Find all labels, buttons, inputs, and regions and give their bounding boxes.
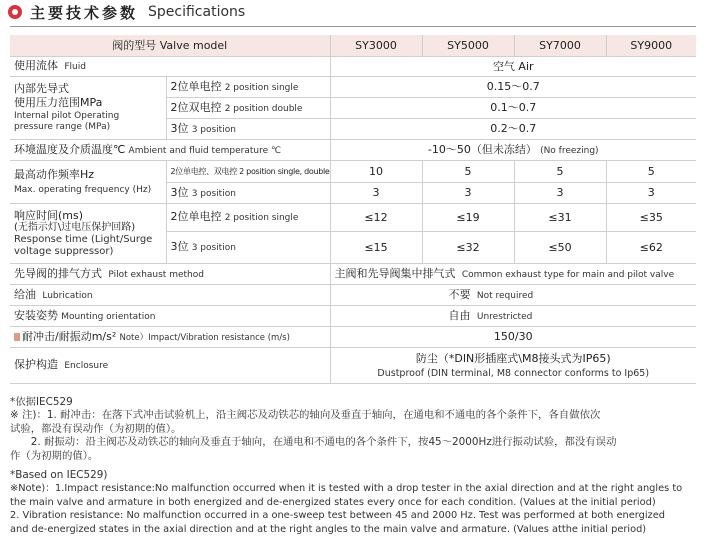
note-line: the main valve and armature in both energized and de-energized states every once for each condition. (Values at the initial period) [10,496,656,508]
lubrication-value-cn: 不要 [448,287,471,301]
response-value: ≤19 [422,204,514,232]
frequency-value: 5 [422,161,514,183]
bullet-icon [8,5,22,19]
note-line: *依据IEC529 [10,396,73,408]
valve-model-label: 阀的型号 Valve model [10,35,330,57]
frequency-label-cn: 最高动作频率Hz [14,168,95,181]
temperature-label-cn: 环境温度及介质温度℃ [14,142,126,156]
mounting-row [10,306,696,327]
impact-label-cn: 耐冲击/耐振动m/s² [22,329,117,343]
mounting-label-en: Mounting orientation [61,311,156,322]
lubrication-label-cn: 给油 [14,287,36,301]
response-value: ≤62 [606,232,696,264]
enclosure-value-en: Dustproof (DIN terminal, M8 connector conforms to Ip65) [377,367,650,379]
mounting-value-cn: 自由 [448,308,471,322]
model-sy5000: SY5000 [422,35,514,57]
enclosure-row [10,348,696,384]
impact-value: 150/30 [330,327,696,348]
response-label-en2: voltage suppressor) [14,246,114,258]
pressure-type-cn: 2位双电控 [170,100,222,114]
section-title [8,2,245,22]
pilot-exhaust-label-cn: 先导阀的排气方式 [14,266,102,280]
impact-row [10,327,696,348]
pressure-label [10,77,166,140]
response-label-cn1: 响应时间(ms) [14,208,84,222]
specifications-table [10,35,696,384]
pressure-label-en1: Internal pilot Operating [14,110,120,121]
pressure-row [10,77,696,98]
header-row [10,35,696,57]
note-line: 2. Vibration resistance: No malfunction occurred in a one-sweep test between 45 and 2000 Hz. Test was performed at both energized [10,510,665,522]
pressure-label-cn1: 内部先导式 [14,82,69,96]
pressure-type-cn: 3位 [170,121,189,135]
frequency-label [10,161,166,204]
mounting-label-cn: 安装姿势 [14,308,58,322]
fluid-label-cn: 使用流体 [14,59,58,73]
response-label-en1: Response time (Light/Surge [14,234,153,246]
temperature-label-en: Ambient and fluid temperature ℃ [128,145,282,156]
frequency-value: 10 [330,161,422,183]
enclosure-label-en: Enclosure [64,361,109,372]
title-chinese: 主要技术参数 [30,3,139,22]
frequency-value: 3 [514,183,606,204]
model-sy9000: SY9000 [606,35,696,57]
frequency-row [10,161,696,183]
response-type-en: 2 position single [224,213,299,224]
note-line: and de-energized states in the axial direction and at the right angles to the main valve and armature. (Values atthe initial period) [10,523,647,535]
pressure-type-en: 2 position double [224,103,303,114]
title-divider [10,26,696,27]
title-english: Specifications [148,4,246,20]
note-line: 2. 耐振动：沿主阀芯及动铁芯的轴向及垂直于轴向，在通电和不通电的各个条件下，按45～2000Hz进行振动试验，都没有误动 [10,436,617,449]
response-value: ≤12 [330,204,422,232]
frequency-label-en: Max. operating frequency (Hz) [14,184,152,195]
pilot-exhaust-label-en: Pilot exhaust method [108,269,204,280]
pressure-value: 0.1～0.7 [330,98,696,119]
fluid-value: 空气 Air [330,57,696,77]
model-sy3000: SY3000 [330,35,422,57]
pressure-type-en: 2 position single [224,82,299,93]
pilot-exhaust-row [10,264,696,285]
mounting-value-en: Unrestricted [476,311,533,322]
frequency-value: 3 [422,183,514,204]
impact-label-en: Note）Impact/Vibration resistance (m/s) [119,332,290,343]
lubrication-row [10,285,696,306]
pressure-type-en: 3 position [191,124,236,135]
pressure-label-cn2: 使用压力范围MPa [14,96,103,110]
footnotes [10,396,698,536]
fluid-row [10,57,696,77]
response-type-cn: 2位单电控 [170,210,222,224]
note-line: ※ 注)：1. 耐冲击：在落下式冲击试验机上，沿主阀芯及动铁芯的轴向及垂直于轴向，在通电和不通电的各个条件下，各自做依次 [10,409,601,422]
pilot-exhaust-value-cn: 主阀和先导阀集中排气式 [334,266,456,280]
frequency-type-cn: 3位 [170,185,189,199]
response-value: ≤32 [422,232,514,264]
temperature-row [10,140,696,161]
pressure-label-en2: pressure range (MPa) [14,122,111,133]
response-type-cn: 3位 [170,240,189,254]
pilot-exhaust-value-en: Common exhaust type for main and pilot valve [461,269,675,280]
frequency-value: 5 [606,161,696,183]
note-marker-icon [14,333,20,341]
response-value: ≤31 [514,204,606,232]
note-line: ※Note)：1.Impact resistance:No malfunction occurred when it is tested with a drop tester in the axial direction and at the right angles to [10,483,683,495]
pressure-type-cn: 2位单电控 [170,79,222,93]
frequency-value: 3 [606,183,696,204]
response-value: ≤15 [330,232,422,264]
fluid-label-en: Fluid [64,62,86,73]
frequency-value: 3 [330,183,422,204]
lubrication-label-en: Lubrication [42,290,93,301]
pressure-value: 0.15～0.7 [330,77,696,98]
note-line: *Based on IEC529) [10,469,108,482]
frequency-value: 5 [514,161,606,183]
temperature-value-cn: -10～50（但未冻结） [427,142,537,156]
lubrication-value-en: Not required [476,290,534,301]
enclosure-label-cn: 保护构造 [14,358,58,372]
response-value: ≤35 [606,204,696,232]
response-value: ≤50 [514,232,606,264]
frequency-type-en: 3 position [191,188,236,199]
response-row [10,204,696,232]
temperature-value-en: (No freezing) [540,145,599,156]
note-line: 作（为初期的值）。 [10,449,99,462]
response-type-en: 3 position [191,243,236,254]
model-sy7000: SY7000 [514,35,606,57]
pressure-value: 0.2～0.7 [330,119,696,140]
response-label [10,204,166,264]
frequency-type: 2位单电控、双电控 2 position single, double [166,161,330,183]
response-label-cn2: (无指示灯\过电压保护回路) [14,222,136,234]
note-line: 试验，都没有误动作（为初期的值）。 [10,422,182,435]
enclosure-value-cn: 防尘（*DIN形插座式\M8接头式为IP65) [415,351,611,365]
